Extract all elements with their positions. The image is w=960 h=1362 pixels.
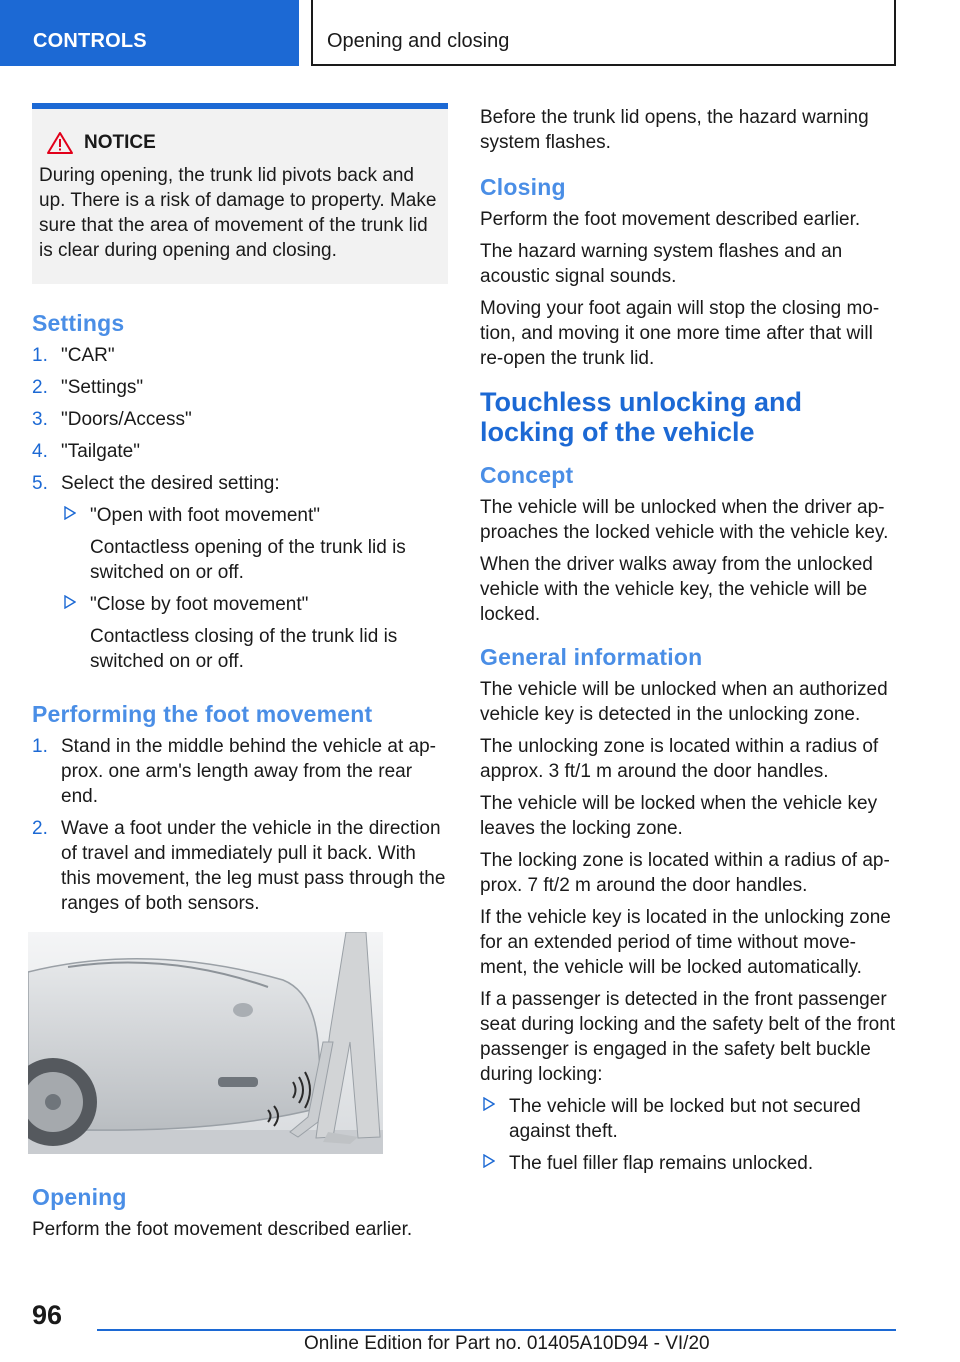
concept-heading: Concept	[480, 462, 574, 488]
list-item	[32, 816, 448, 916]
notice-header	[39, 131, 440, 155]
list-item	[32, 471, 448, 674]
list-item	[480, 1151, 896, 1176]
step-number: 4.	[32, 441, 48, 462]
general-paragraph: The vehicle will be locked when the vehicle key leaves the locking zone.	[480, 793, 878, 839]
settings-steps	[32, 343, 448, 674]
closing-paragraph: Moving your foot again will stop the closing mo-tion, and moving it one more time after that will re-open the trunk lid.	[480, 298, 880, 369]
foot-movement-heading: Performing the foot movement	[32, 701, 373, 727]
concept-paragraph: When the driver walks away from the unlocked vehicle with the vehicle key, the vehicle will be locked.	[480, 554, 873, 625]
step-number: 2.	[32, 377, 48, 398]
opening-continued-text: Before the trunk lid opens, the hazard warning system flashes.	[480, 107, 869, 153]
car-rear-with-foot-illustration	[28, 932, 383, 1154]
step-text: Wave a foot under the vehicle in the direction of travel and immediately pull it back. With this movement, the leg must pass through the ranges of both sensors.	[61, 818, 446, 914]
chapter-tab: CONTROLS	[0, 0, 299, 66]
opening-text: Perform the foot movement described earlier.	[32, 1219, 413, 1240]
option-description: Contactless closing of the trunk lid is switched on or off.	[90, 626, 398, 672]
step-number: 1.	[32, 345, 48, 366]
notice-title: NOTICE	[84, 132, 156, 153]
warning-triangle-icon	[46, 131, 74, 155]
step-text: Select the desired setting:	[61, 473, 280, 494]
right-column	[480, 105, 896, 1183]
step-text: Stand in the middle behind the vehicle at ap-prox. one arm's length away from the rear end.	[61, 736, 436, 807]
closing-heading: Closing	[480, 174, 566, 200]
foot-movement-illustration	[28, 932, 383, 1154]
step-number: 2.	[32, 818, 48, 839]
triangle-bullet-icon	[483, 1154, 495, 1168]
option-label: "Open with foot movement"	[90, 505, 320, 526]
step-number: 3.	[32, 409, 48, 430]
locking-bullets	[480, 1094, 896, 1176]
bullet-text: The vehicle will be locked but not secured against theft.	[509, 1096, 861, 1142]
general-paragraph: The vehicle will be unlocked when an authorized vehicle key is detected in the unlocking zone.	[480, 679, 888, 725]
general-paragraph: The locking zone is located within a radius of ap-prox. 7 ft/2 m around the door handles.	[480, 850, 890, 896]
option-label: "Close by foot movement"	[90, 594, 309, 615]
footer-divider	[97, 1329, 896, 1331]
footer-edition: Online Edition for Part no. 01405A10D94 - VI/20	[304, 1333, 710, 1354]
general-paragraph: The unlocking zone is located within a radius of approx. 3 ft/1 m around the door handles.	[480, 736, 879, 782]
list-item	[32, 407, 448, 432]
foot-movement-section	[32, 700, 448, 923]
triangle-bullet-icon	[483, 1097, 495, 1111]
closing-paragraph: Perform the foot movement described earlier.	[480, 209, 861, 230]
list-item	[480, 1094, 896, 1144]
settings-section	[32, 309, 448, 681]
step-number: 1.	[32, 736, 48, 757]
foot-movement-steps	[32, 734, 448, 916]
option-description: Contactless opening of the trunk lid is switched on or off.	[90, 537, 406, 583]
list-item	[32, 375, 448, 400]
list-item	[61, 592, 448, 674]
page-number: 96	[32, 1300, 63, 1330]
general-paragraph: If a passenger is detected in the front passenger seat during locking and the safety belt of the front passenger is engaged in the safety belt buckle during locking:	[480, 989, 896, 1085]
concept-paragraph: The vehicle will be unlocked when the driver ap-proaches the locked vehicle with the vehicle key.	[480, 497, 889, 543]
opening-heading: Opening	[32, 1184, 127, 1210]
bullet-text: The fuel filler flap remains unlocked.	[509, 1153, 814, 1174]
general-paragraph: If the vehicle key is located in the unlocking zone for an extended period of time without move-ment, the vehicle will be locked automatically.	[480, 907, 891, 978]
list-item	[32, 343, 448, 368]
step-text: "Settings"	[61, 377, 144, 398]
list-item	[32, 734, 448, 809]
general-info-heading: General information	[480, 644, 703, 670]
touchless-heading: Touchless unlocking and locking of the vehicle	[480, 387, 803, 447]
triangle-bullet-icon	[64, 595, 76, 609]
opening-section	[32, 1183, 448, 1249]
step-number: 5.	[32, 473, 48, 494]
list-item	[61, 503, 448, 585]
step-text: "Tailgate"	[61, 441, 140, 462]
notice-text: During opening, the trunk lid pivots back and up. There is a risk of damage to property. Make sure that the area of movement of the trunk lid is clear during opening and closing.	[39, 165, 437, 261]
section-title: Opening and closing	[311, 0, 896, 66]
triangle-bullet-icon	[64, 506, 76, 520]
settings-heading: Settings	[32, 310, 125, 336]
notice-box	[32, 103, 448, 284]
step-text: "CAR"	[61, 345, 115, 366]
step-text: "Doors/Access"	[61, 409, 192, 430]
list-item	[32, 439, 448, 464]
settings-options	[61, 503, 448, 674]
closing-paragraph: The hazard warning system flashes and an acoustic signal sounds.	[480, 241, 843, 287]
